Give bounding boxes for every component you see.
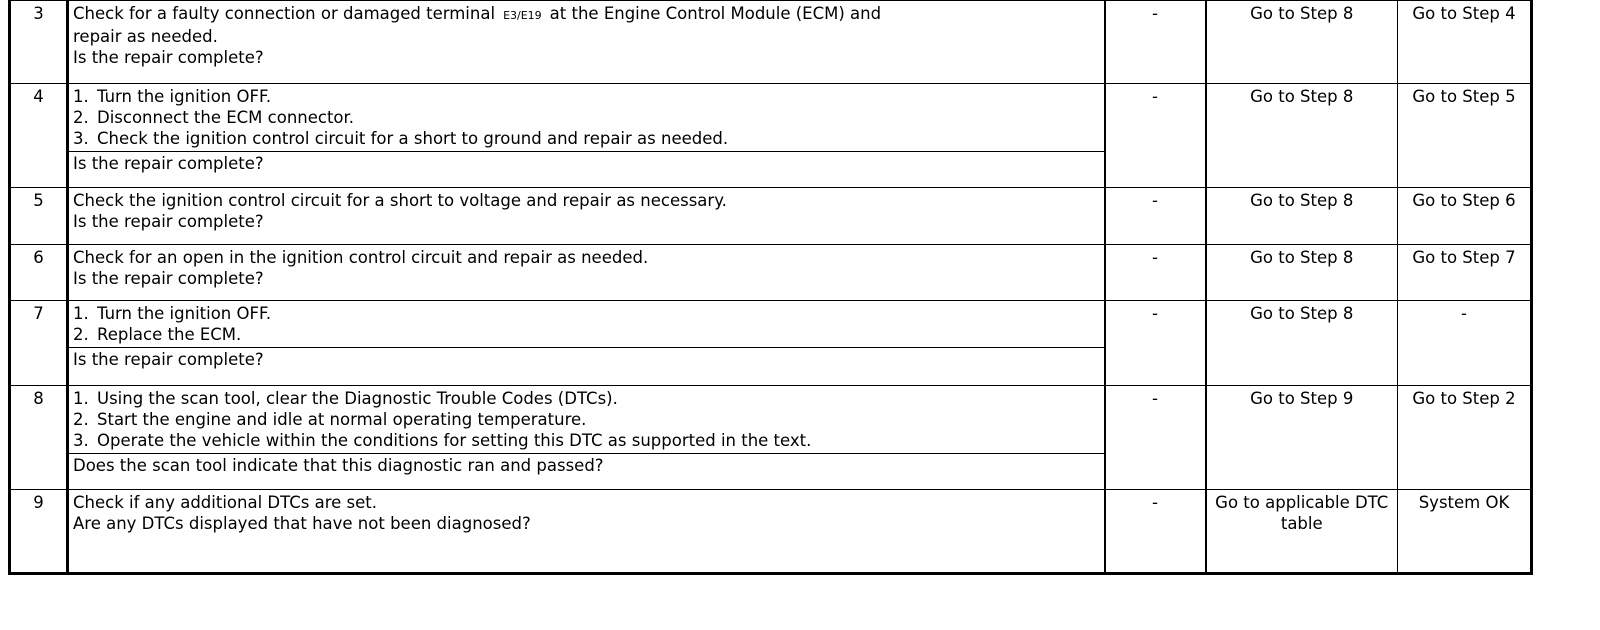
list-item-text: Using the scan tool, clear the Diagnostic Trouble Codes (DTCs). [97, 389, 618, 408]
instruction-line: repair as needed. [73, 27, 218, 46]
instruction-cell [68, 84, 1105, 188]
step-number: 5 [10, 188, 68, 245]
instruction-line: Check for an open in the ignition control circuit and repair as needed. [73, 248, 649, 267]
list-item-text: Disconnect the ECM connector. [97, 108, 355, 127]
instruction-cell [68, 188, 1105, 245]
instruction-cell [68, 0, 1105, 84]
value-cell: - [1105, 490, 1206, 574]
no-action: Go to Step 4 [1398, 0, 1532, 84]
step-number: 6 [10, 245, 68, 301]
list-item [73, 388, 1100, 409]
yes-action: Go to Step 8 [1206, 0, 1398, 84]
instruction-cell [68, 386, 1105, 490]
question-text: Is the repair complete? [69, 151, 1104, 174]
value-cell: - [1105, 0, 1206, 84]
no-action: Go to Step 7 [1398, 245, 1532, 301]
question-text: Are any DTCs displayed that have not been diagnosed? [73, 514, 531, 533]
no-action: Go to Step 6 [1398, 188, 1532, 245]
no-action: Go to Step 2 [1398, 386, 1532, 490]
table-row [10, 188, 1532, 245]
table-row [10, 84, 1532, 188]
yes-action: Go to Step 9 [1206, 386, 1398, 490]
no-action: - [1398, 301, 1532, 386]
diagnostic-table [8, 0, 1533, 575]
value-cell: - [1105, 84, 1206, 188]
list-item [73, 409, 1100, 430]
step-number: 9 [10, 490, 68, 574]
question-text: Is the repair complete? [69, 347, 1104, 370]
instruction-text: Check for a faulty connection or damaged terminal [73, 4, 496, 23]
terminal-label: E3/E19 [503, 9, 542, 22]
list-item [73, 303, 1100, 324]
step-number: 8 [10, 386, 68, 490]
list-item-text: Operate the vehicle within the conditions for setting this DTC as supported in the text. [97, 431, 812, 450]
list-item [73, 128, 1100, 149]
step-number: 3 [10, 0, 68, 84]
list-item-text: Check the ignition control circuit for a short to ground and repair as needed. [97, 129, 729, 148]
instruction-text: at the Engine Control Module (ECM) and [549, 4, 882, 23]
list-number: 1. [73, 87, 89, 106]
value-cell: - [1105, 245, 1206, 301]
list-item [73, 324, 1100, 345]
question-text: Is the repair complete? [73, 48, 264, 67]
value-cell: - [1105, 386, 1206, 490]
yes-action: Go to Step 8 [1206, 301, 1398, 386]
value-cell: - [1105, 301, 1206, 386]
list-number: 1. [73, 304, 89, 323]
question-text: Is the repair complete? [73, 212, 264, 231]
instruction-line: Check the ignition control circuit for a short to voltage and repair as necessary. [73, 191, 727, 210]
step-number: 4 [10, 84, 68, 188]
yes-action: Go to Step 8 [1206, 245, 1398, 301]
question-text: Is the repair complete? [73, 269, 264, 288]
step-number: 7 [10, 301, 68, 386]
question-text: Does the scan tool indicate that this diagnostic ran and passed? [69, 453, 1104, 476]
yes-action: Go to applicable DTC table [1206, 490, 1398, 574]
instruction-cell [68, 490, 1105, 574]
list-item-text: Turn the ignition OFF. [97, 87, 272, 106]
instruction-line [73, 3, 1100, 26]
yes-action: Go to Step 8 [1206, 188, 1398, 245]
value-cell: - [1105, 188, 1206, 245]
table-row [10, 301, 1532, 386]
table-row [10, 245, 1532, 301]
list-number: 3. [73, 431, 89, 450]
yes-action: Go to Step 8 [1206, 84, 1398, 188]
list-number: 2. [73, 410, 89, 429]
table-row [10, 490, 1532, 574]
instruction-cell [68, 301, 1105, 386]
no-action: System OK [1398, 490, 1532, 574]
list-number: 1. [73, 389, 89, 408]
list-item [73, 107, 1100, 128]
list-item-text: Turn the ignition OFF. [97, 304, 272, 323]
list-number: 2. [73, 108, 89, 127]
list-item [73, 430, 1100, 451]
list-number: 3. [73, 129, 89, 148]
list-item [73, 86, 1100, 107]
table-row [10, 0, 1532, 84]
no-action: Go to Step 5 [1398, 84, 1532, 188]
list-item-text: Replace the ECM. [97, 325, 242, 344]
table-row [10, 386, 1532, 490]
list-item-text: Start the engine and idle at normal operating temperature. [97, 410, 587, 429]
list-number: 2. [73, 325, 89, 344]
instruction-cell [68, 245, 1105, 301]
instruction-line: Check if any additional DTCs are set. [73, 493, 377, 512]
